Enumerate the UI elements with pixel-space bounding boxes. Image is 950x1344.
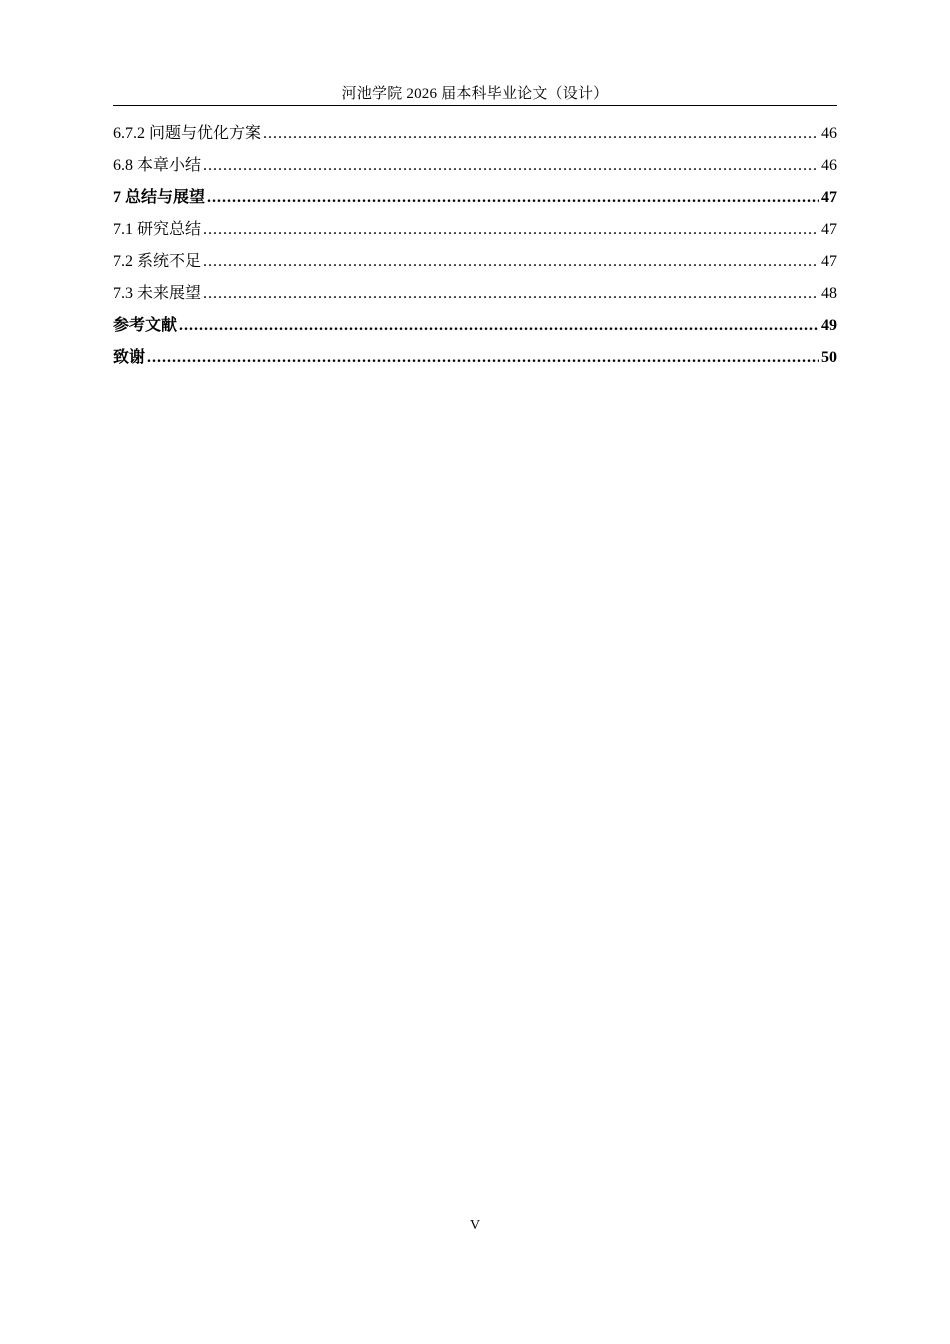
toc-entry-7-3[interactable]: [113, 278, 837, 310]
toc-entry-label: 7.1 研究总结: [113, 221, 202, 238]
toc-entry-page: 50: [821, 349, 837, 366]
toc-entry-page: 46: [821, 125, 837, 142]
toc-entry-page: 48: [821, 285, 837, 302]
toc-entry-page: 47: [821, 253, 837, 270]
toc-leader-dots: [263, 118, 819, 150]
toc-entry-label: 7.3 未来展望: [113, 285, 202, 302]
toc-entry-label: 致谢: [113, 349, 146, 366]
toc-entry-label: 7 总结与展望: [113, 189, 206, 206]
page-number: V: [469, 1218, 481, 1233]
toc-entry-label: 6.7.2 问题与优化方案: [113, 125, 262, 142]
toc-leader-dots: [179, 310, 819, 342]
toc-leader-dots: [207, 182, 819, 214]
toc-entry-page: 46: [821, 157, 837, 174]
toc-leader-dots: [203, 246, 819, 278]
toc-entry-references[interactable]: [113, 310, 837, 342]
toc-entry-page: 47: [821, 221, 837, 238]
table-of-contents: [113, 118, 837, 374]
toc-leader-dots: [203, 150, 819, 182]
toc-leader-dots: [203, 214, 819, 246]
toc-leader-dots: [203, 278, 819, 310]
toc-entry-label: 6.8 本章小结: [113, 157, 202, 174]
toc-entry-7[interactable]: [113, 182, 837, 214]
toc-entry-acknowledgements[interactable]: [113, 342, 837, 374]
toc-entry-label: 7.2 系统不足: [113, 253, 202, 270]
toc-entry-7-2[interactable]: [113, 246, 837, 278]
toc-entry-page: 49: [821, 317, 837, 334]
toc-entry-label: 参考文献: [113, 317, 178, 334]
page-header: 河池学院 2026 届本科毕业论文（设计）: [341, 86, 609, 102]
toc-entry-6-7-2[interactable]: [113, 118, 837, 150]
toc-leader-dots: [147, 342, 819, 374]
toc-entry-page: 47: [821, 189, 837, 206]
toc-entry-7-1[interactable]: [113, 214, 837, 246]
header-rule: [113, 105, 837, 106]
toc-entry-6-8[interactable]: [113, 150, 837, 182]
